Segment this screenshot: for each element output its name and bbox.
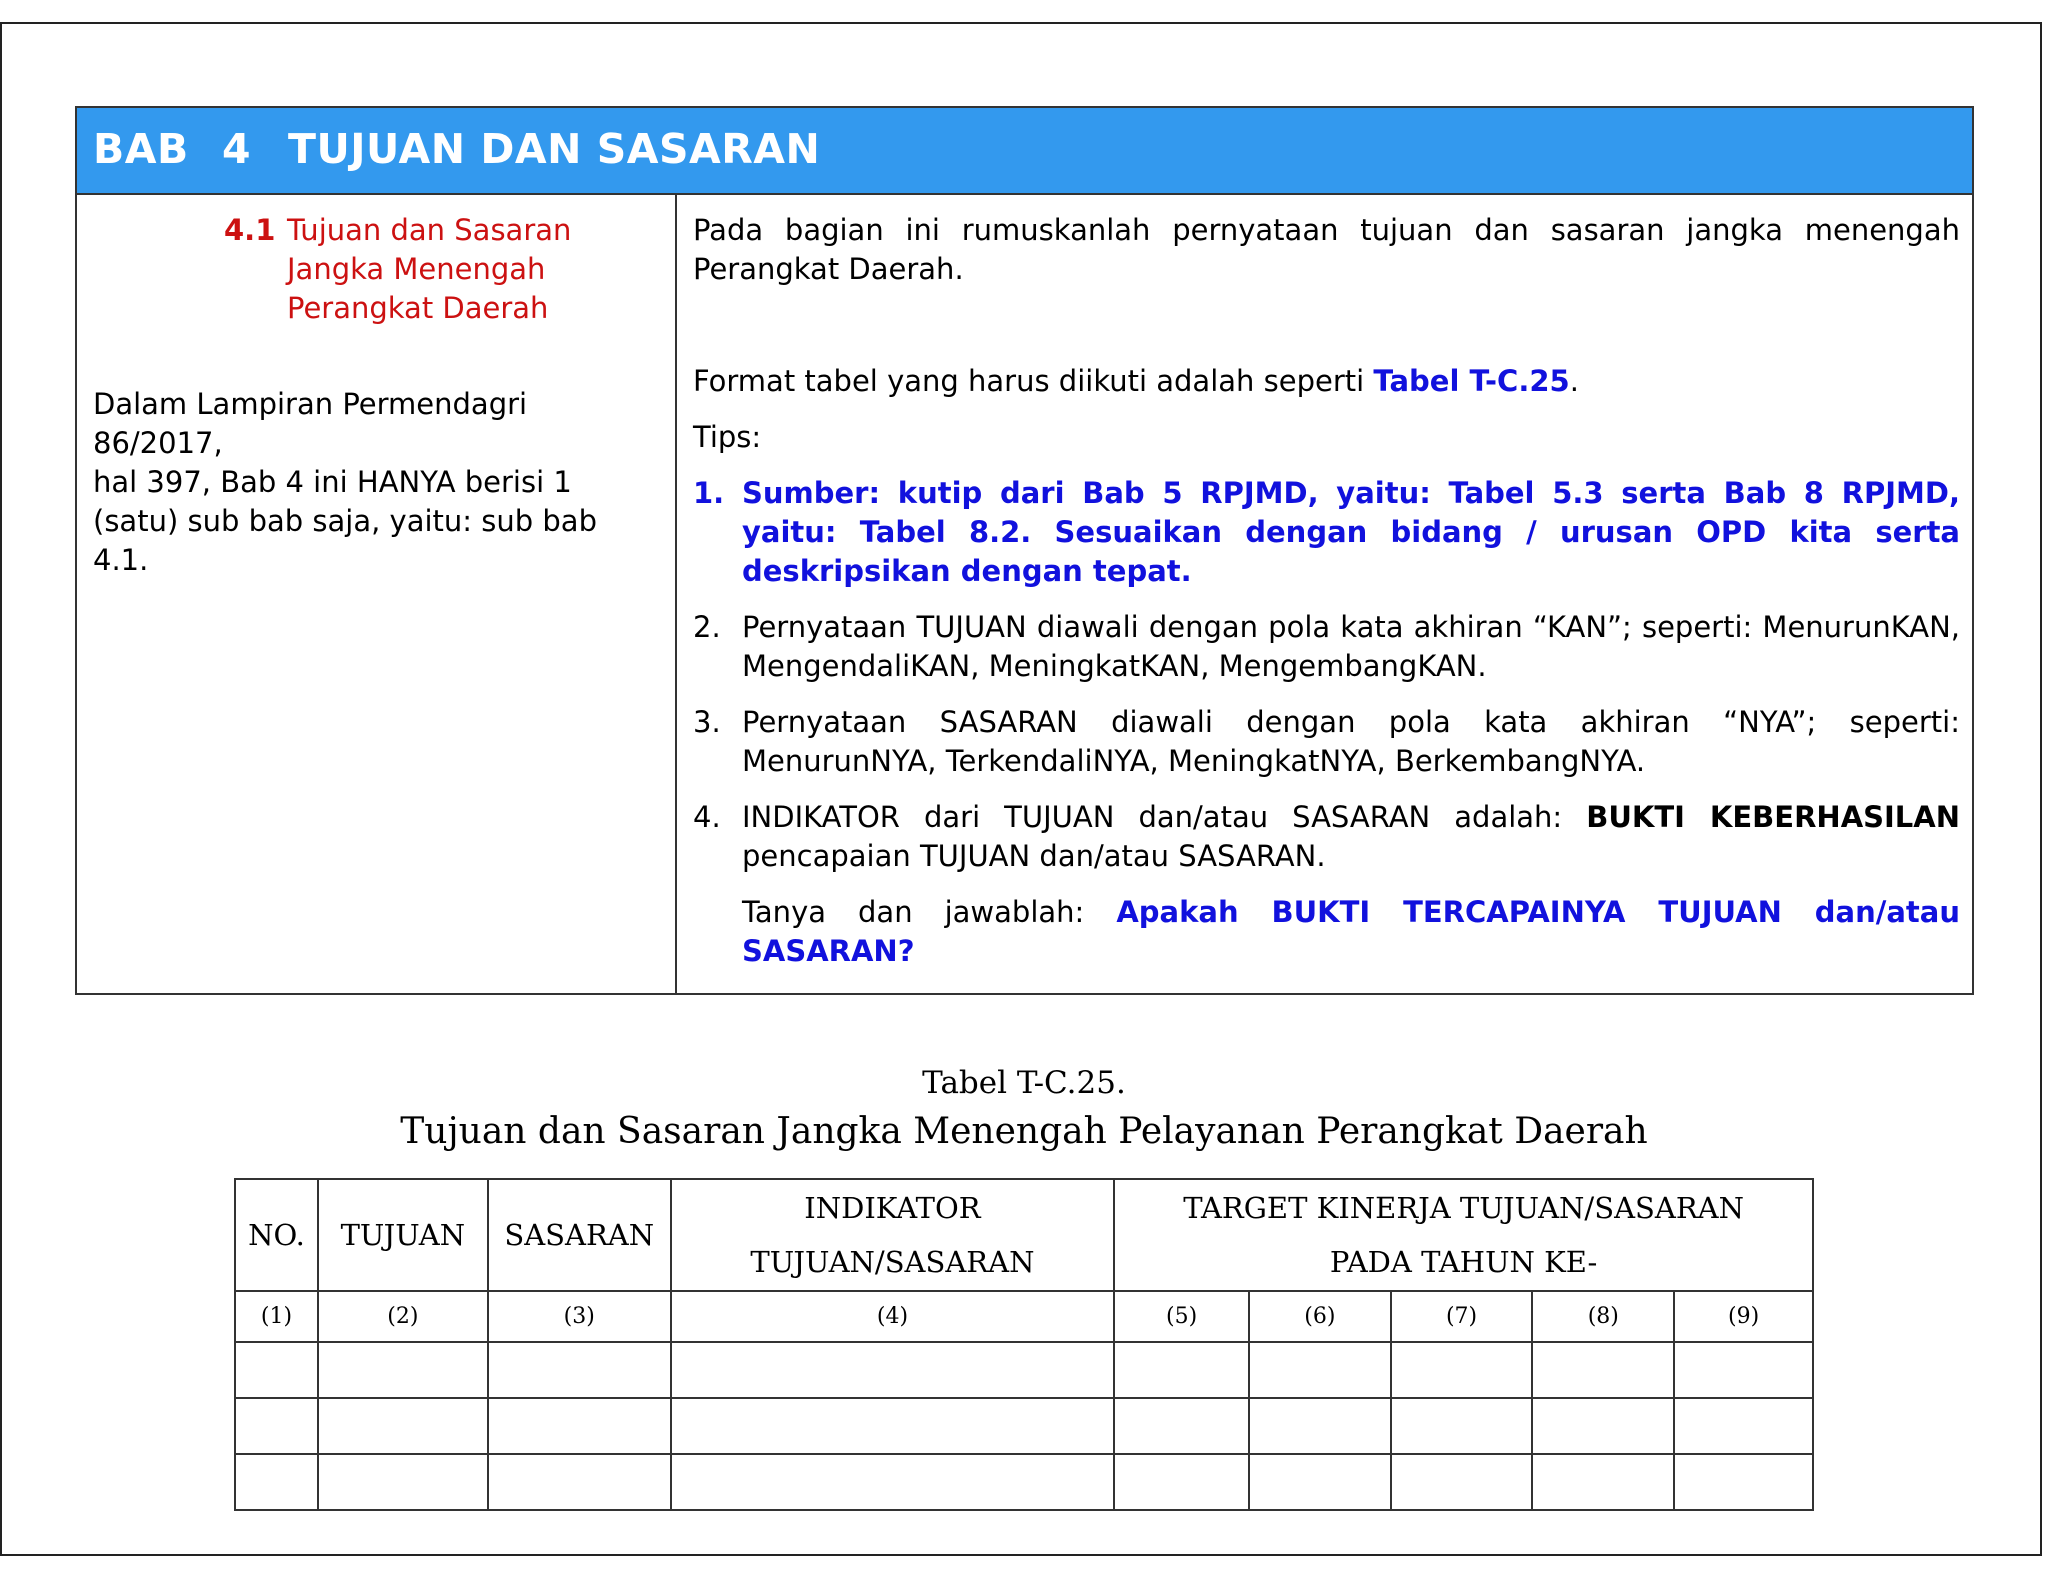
section-title-line: Tujuan dan Sasaran bbox=[287, 213, 572, 247]
tip-item bbox=[693, 798, 1960, 876]
table-cell bbox=[1674, 1398, 1813, 1454]
table-cell bbox=[1532, 1342, 1674, 1398]
tip-number: 2. bbox=[693, 610, 721, 644]
table-cell bbox=[318, 1454, 488, 1510]
left-note-line: hal 397, Bab 4 ini HANYA berisi 1 bbox=[93, 465, 572, 499]
table-cell bbox=[1249, 1342, 1391, 1398]
left-note-line: (satu) sub bab saja, yaitu: sub bab bbox=[93, 504, 597, 538]
table-cell bbox=[1532, 1454, 1674, 1510]
header-target-line: TARGET KINERJA TUJUAN/SASARAN bbox=[1183, 1191, 1744, 1225]
left-note-line: 4.1. bbox=[93, 543, 149, 577]
bab-4-box bbox=[75, 106, 1974, 995]
table-row bbox=[235, 1342, 1813, 1398]
header-no: NO. bbox=[235, 1179, 318, 1291]
tips-label: Tips: bbox=[693, 420, 762, 454]
col-number: (4) bbox=[671, 1291, 1115, 1342]
col-number: (6) bbox=[1249, 1291, 1391, 1342]
chapter-number: 4 bbox=[222, 125, 252, 173]
tip-number: 1. bbox=[693, 476, 725, 510]
left-note-line: Dalam Lampiran Permendagri 86/2017, bbox=[93, 387, 528, 460]
column-number-row bbox=[235, 1291, 1813, 1342]
table-cell bbox=[1249, 1454, 1391, 1510]
chapter-header bbox=[77, 108, 1972, 195]
header-sasaran: SASARAN bbox=[488, 1179, 671, 1291]
right-column bbox=[693, 195, 1960, 971]
header-indikator bbox=[671, 1179, 1115, 1291]
table-cell bbox=[318, 1398, 488, 1454]
table-cell bbox=[318, 1342, 488, 1398]
table-cell bbox=[1391, 1398, 1533, 1454]
format-end: . bbox=[1569, 364, 1579, 398]
table-cell bbox=[1674, 1342, 1813, 1398]
tip-text: Pernyataan TUJUAN diawali dengan pola kata akhiran “KAN”; seperti: MenurunKAN, MengendaliKAN, MeningkatKAN, MengembangKAN. bbox=[742, 610, 1960, 683]
tip-text: Pernyataan SASARAN diawali dengan pola kata akhiran “NYA”; seperti: MenurunNYA, TerkendaliNYA, MeningkatNYA, BerkembangNYA. bbox=[742, 705, 1960, 778]
tip-item bbox=[693, 608, 1960, 686]
intro-text: Pada bagian ini rumuskanlah pernyataan tujuan dan sasaran jangka menengah Perangkat Daerah. bbox=[693, 213, 1960, 286]
table-cell bbox=[1114, 1342, 1249, 1398]
header-indikator-line: TUJUAN/SASARAN bbox=[750, 1245, 1035, 1279]
tip-text: INDIKATOR dari TUJUAN dan/atau SASARAN adalah: bbox=[742, 800, 1587, 834]
col-number: (1) bbox=[235, 1291, 318, 1342]
format-line bbox=[693, 362, 1960, 401]
header-target bbox=[1114, 1179, 1813, 1291]
col-number: (8) bbox=[1532, 1291, 1674, 1342]
question-prefix: Tanya dan jawablah: bbox=[742, 895, 1117, 929]
table-cell bbox=[235, 1398, 318, 1454]
column-divider bbox=[675, 195, 677, 993]
tip-bold-text: BUKTI KEBERHASILAN bbox=[1586, 800, 1961, 834]
table-cell bbox=[1249, 1398, 1391, 1454]
header-tujuan: TUJUAN bbox=[318, 1179, 488, 1291]
table-cell bbox=[1532, 1398, 1674, 1454]
table-cell bbox=[1114, 1398, 1249, 1454]
tip-number: 3. bbox=[693, 705, 721, 739]
table-cell bbox=[671, 1398, 1115, 1454]
tip-item bbox=[693, 703, 1960, 781]
col-number: (7) bbox=[1391, 1291, 1533, 1342]
table-cell bbox=[671, 1342, 1115, 1398]
format-text: Format tabel yang harus diikuti adalah seperti bbox=[693, 364, 1374, 398]
tip-number: 4. bbox=[693, 800, 721, 834]
table-cell bbox=[488, 1454, 671, 1510]
table-cell bbox=[488, 1342, 671, 1398]
section-title-line: Jangka Menengah bbox=[287, 252, 546, 286]
tip-question bbox=[693, 893, 1960, 971]
col-number: (2) bbox=[318, 1291, 488, 1342]
table-cell bbox=[1674, 1454, 1813, 1510]
table-cell bbox=[671, 1454, 1115, 1510]
question-highlight: Apakah BUKTI TERCAPAINYA TUJUAN dan/atau SASARAN? bbox=[742, 895, 1960, 968]
section-title-line: Perangkat Daerah bbox=[287, 291, 549, 325]
table-row bbox=[235, 1398, 1813, 1454]
table-caption-title: Tujuan dan Sasaran Jangka Menengah Pelayanan Perangkat Daerah bbox=[400, 1111, 1648, 1152]
table-tc25 bbox=[234, 1178, 1814, 1511]
table-cell bbox=[1114, 1454, 1249, 1510]
table-row bbox=[235, 1454, 1813, 1510]
left-column bbox=[93, 195, 665, 580]
table-caption-label: Tabel T-C.25. bbox=[922, 1065, 1126, 1101]
table-cell bbox=[1391, 1342, 1533, 1398]
tip-text: Sumber: kutip dari Bab 5 RPJMD, yaitu: Tabel 5.3 serta Bab 8 RPJMD, yaitu: Tabel 8.2. Sesuaikan dengan bidang / urusan OPD kita serta deskripsikan dengan tepat. bbox=[742, 476, 1960, 588]
header-indikator-line: INDIKATOR bbox=[804, 1191, 981, 1225]
header-target-line: PADA TAHUN KE- bbox=[1329, 1245, 1598, 1279]
chapter-title: TUJUAN DAN SASARAN bbox=[288, 125, 821, 173]
col-number: (5) bbox=[1114, 1291, 1249, 1342]
table-reference: Tabel T-C.25 bbox=[1373, 364, 1570, 398]
table-header-row bbox=[235, 1179, 1813, 1291]
table-cell bbox=[1391, 1454, 1533, 1510]
table-cell bbox=[488, 1398, 671, 1454]
section-heading bbox=[93, 211, 665, 328]
col-number: (9) bbox=[1674, 1291, 1813, 1342]
left-note bbox=[93, 385, 665, 580]
col-number: (3) bbox=[488, 1291, 671, 1342]
chapter-label: BAB bbox=[93, 125, 189, 173]
tip-item bbox=[693, 474, 1960, 591]
table-cell bbox=[235, 1454, 318, 1510]
tip-text-rest: pencapaian TUJUAN dan/atau SASARAN. bbox=[742, 839, 1326, 873]
table-cell bbox=[235, 1342, 318, 1398]
section-number: 4.1 bbox=[224, 213, 276, 247]
